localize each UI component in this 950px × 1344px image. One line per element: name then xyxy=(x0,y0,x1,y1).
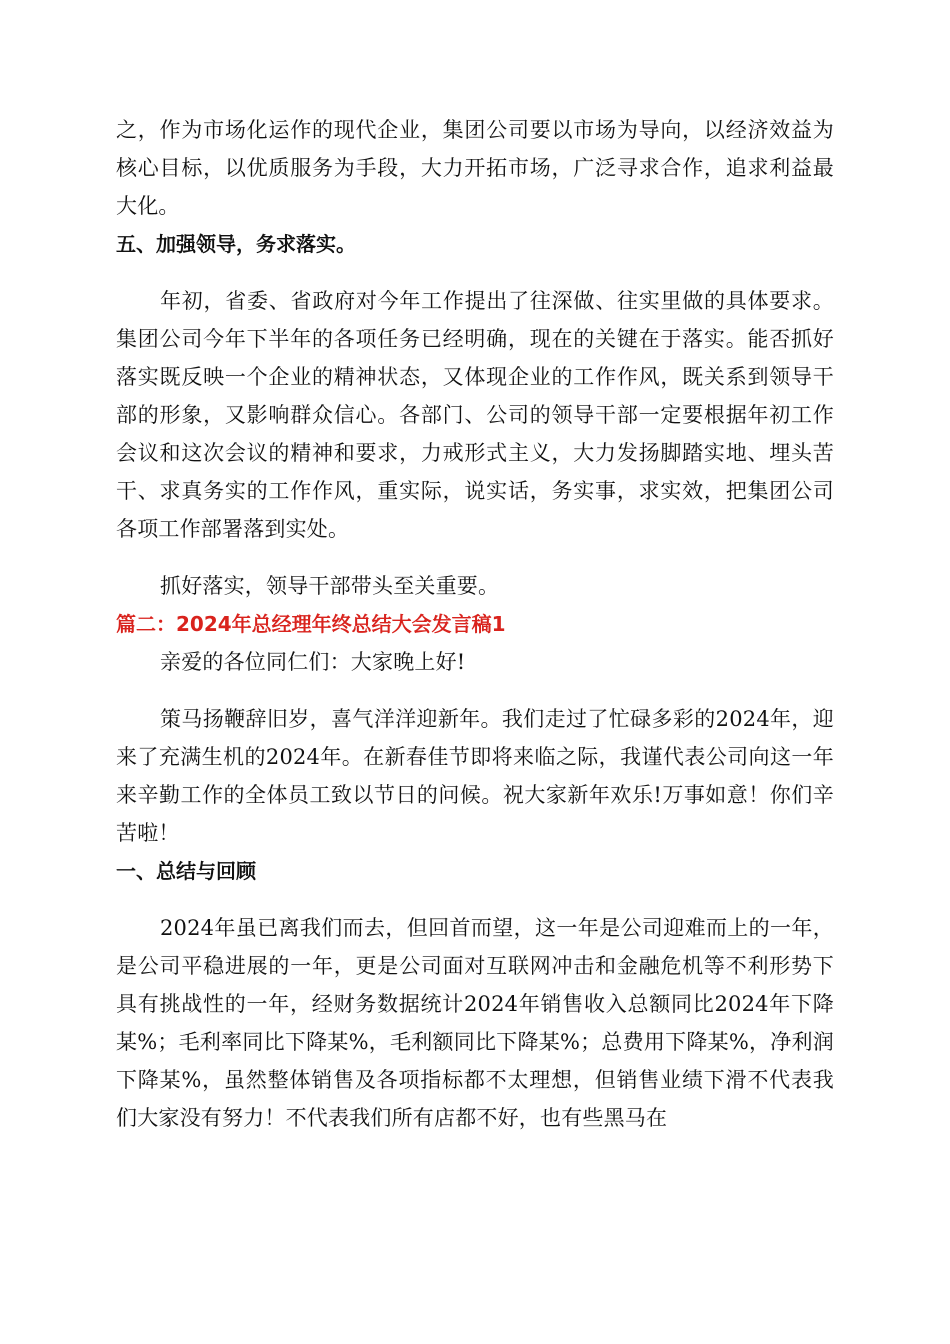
section-heading-five: 五、加强领导，务求落实。 xyxy=(116,232,356,256)
paragraph-review: 2024年虽已离我们而去，但回首而望，这一年是公司迎难而上的一年，是公司平稳进展的一年，更是公司面对互联网冲击和金融危机等不利形势下具有挑战性的一年，经财务数据统计2024年销售收入总额同比2024年下降某%；毛利率同比下降某%，毛利额同比下降某%；总费用下降某%，净利润下降某%，虽然整体销售及各项指标都不太理想，但销售业绩下滑不代表我们大家没有努力！不代表我们所有店都不好，也有些黑马在 xyxy=(116,916,834,1130)
paragraph-new-year: 策马扬鞭辞旧岁，喜气洋洋迎新年。我们走过了忙碌多彩的2024年，迎来了充满生机的2024年。在新春佳节即将来临之际，我谨代表公司向这一年来辛勤工作的全体员工致以节日的问候。祝大家新年欢乐!万事如意！你们辛苦啦！ xyxy=(116,707,834,845)
paragraph-greeting: 亲爱的各位同仁们：大家晚上好! xyxy=(160,650,466,674)
paragraph-leadership: 抓好落实，领导干部带头至关重要。 xyxy=(160,574,500,598)
document-body xyxy=(116,111,834,1137)
paragraph-implementation: 年初，省委、省政府对今年工作提出了往深做、往实里做的具体要求。集团公司今年下半年的各项任务已经明确，现在的关键在于落实。能否抓好落实既反映一个企业的精神状态，又体现企业的工作作风，既关系到领导干部的形象，又影响群众信心。各部门、公司的领导干部一定要根据年初工作会议和这次会议的精神和要求，力戒形式主义，大力发扬脚踏实地、埋头苦干、求真务实的工作作风，重实际，说实话，务实事，求实效，把集团公司各项工作部署落到实处。 xyxy=(116,289,834,541)
paragraph-continuation: 之，作为市场化运作的现代企业，集团公司要以市场为导向，以经济效益为核心目标，以优质服务为手段，大力开拓市场，广泛寻求合作，追求利益最大化。 xyxy=(116,118,834,218)
section-heading-review: 一、总结与回顾 xyxy=(116,859,256,883)
article-title-part-two: 篇二：2024年总经理年终总结大会发言稿1 xyxy=(116,612,506,636)
